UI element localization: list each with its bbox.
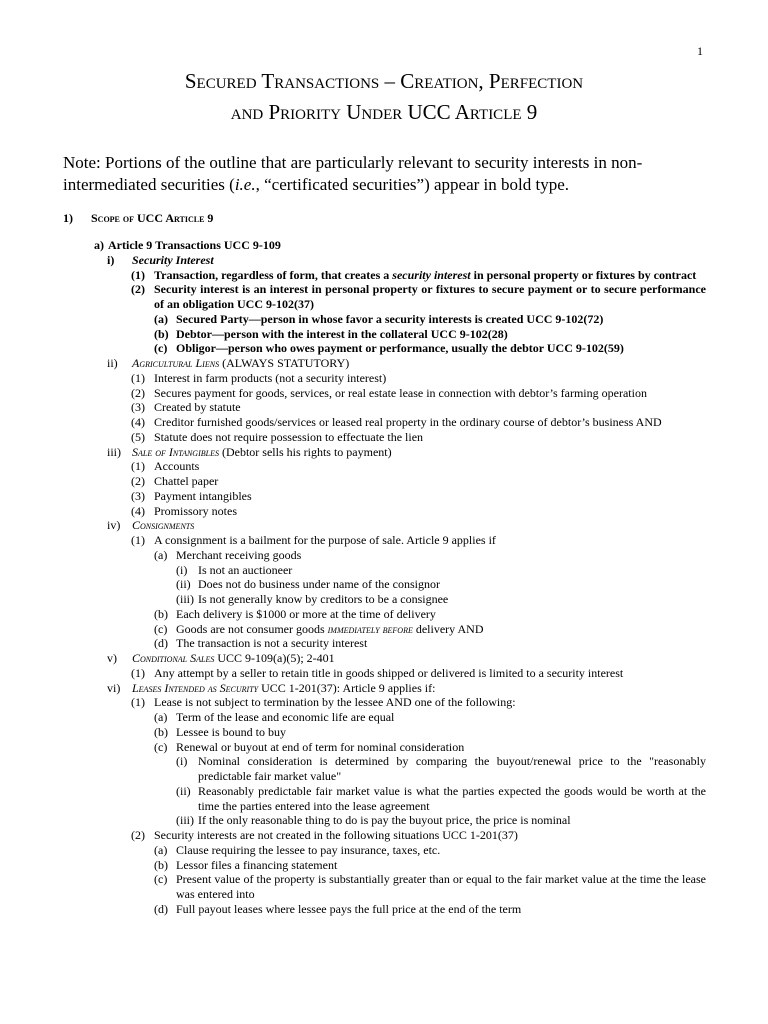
outline-text-segment: Secured Party—person in whose favor a security interests is created UCC 9-102(72) (176, 311, 604, 326)
outline-item (0, 784, 706, 814)
outline-item-marker: (ii) (176, 577, 191, 592)
outline-item (0, 459, 706, 474)
title-line-2: and Priority Under UCC Article 9 (230, 100, 538, 124)
outline-item-marker: (2) (131, 828, 145, 842)
outline-item-text (198, 784, 706, 814)
outline-item (0, 445, 706, 460)
outline-item-marker: (1) (131, 665, 145, 680)
title-line-1: Secured Transactions – Creation, Perfection (184, 69, 584, 93)
outline-item (0, 415, 706, 430)
outline-text-segment: If the only reasonable thing to do is pay the buyout price, the price is nominal (198, 813, 571, 828)
outline-item-marker: (b) (154, 724, 168, 739)
outline-item-marker: (b) (154, 606, 168, 621)
outline-item (0, 268, 706, 283)
note-paragraph (63, 152, 723, 196)
document-title (0, 66, 768, 128)
outline-item (0, 504, 706, 519)
outline-item-marker: (iii) (176, 592, 194, 606)
outline-item-marker: ii) (107, 356, 118, 370)
outline-item-text (154, 430, 706, 445)
outline-text-segment: security interest (392, 267, 471, 282)
outline-text-segment: Nominal consideration is determined by comparing the buyout/renewal price to the "reasonably predictable fair market value" (198, 754, 706, 783)
outline-item-text (198, 813, 706, 828)
outline-item-marker: (5) (131, 429, 145, 444)
outline-item-marker: (i) (176, 562, 188, 577)
outline-text-segment: Leases Intended as Security (132, 680, 259, 695)
outline-item-text (154, 828, 706, 843)
outline-item-text (132, 518, 706, 533)
outline-item-text (154, 666, 706, 681)
outline-text-segment: Clause requiring the lessee to pay insurance, taxes, etc. (176, 842, 441, 857)
outline-text-segment: Debtor—person with the interest in the collateral UCC 9-102(28) (176, 326, 508, 341)
page-number: 1 (697, 44, 703, 58)
outline-item (0, 622, 706, 637)
outline-item (0, 253, 706, 268)
outline-item-text (154, 386, 706, 401)
outline-item (0, 371, 706, 386)
outline-item-text (176, 858, 706, 873)
outline-text-segment: Created by statute (154, 400, 241, 415)
outline-text-segment: Lessor files a financing statement (176, 857, 338, 872)
outline-item-marker: (a) (154, 842, 168, 857)
outline-item-text (176, 327, 706, 342)
outline-item (0, 548, 706, 563)
outline-item-marker: (b) (154, 857, 168, 872)
outline-text-segment: Reasonably predictable fair market value is what the parties expected the goods would be worth at the time the parties entered into the lease agreement (198, 783, 706, 813)
section-marker: 1) (63, 211, 73, 225)
outline-item-text (154, 504, 706, 519)
outline-item (0, 430, 706, 445)
outline-item-marker: (a) (154, 547, 168, 562)
outline-item (0, 636, 706, 651)
note-ie: i.e. (234, 175, 256, 194)
outline-item (0, 607, 706, 622)
outline-item-text (154, 415, 706, 430)
outline-item-text (176, 607, 706, 622)
section-title: Scope of UCC Article 9 (91, 211, 214, 225)
outline-item (0, 282, 706, 312)
outline-text-segment: Promissory notes (154, 503, 238, 518)
outline-text-segment: Interest in farm products (not a security interest) (154, 370, 387, 385)
outline-item-text (132, 445, 706, 460)
outline-item-marker: v) (107, 651, 117, 665)
outline-text-segment: Chattel paper (154, 474, 219, 488)
outline-text-segment: Agricultural Liens (132, 356, 220, 370)
outline-item-text (154, 474, 706, 489)
outline-item-text (154, 533, 706, 548)
outline-item-marker: (4) (131, 503, 145, 518)
outline-item-marker: a) (94, 238, 104, 252)
outline-item (0, 695, 706, 710)
outline-text-segment: A consignment is a bailment for the purpose of sale. Article 9 applies if (154, 533, 496, 547)
outline-item (0, 356, 706, 371)
outline-item-text (154, 282, 706, 312)
outline-text-segment: delivery AND (412, 621, 484, 636)
outline-item-text (132, 651, 706, 666)
outline-text-segment: Lessee is bound to buy (176, 724, 286, 739)
outline-item (0, 518, 706, 533)
outline-item-text (108, 238, 706, 253)
outline-item (0, 858, 706, 873)
outline-item-marker: (a) (154, 710, 168, 724)
outline-list (0, 238, 768, 917)
outline-item-text (154, 695, 706, 710)
outline-text-segment: Security interest is an interest in personal property or fixtures to secure payment or to secure performance of an obligation UCC 9-102(37) (154, 282, 706, 311)
outline-text-segment: Is not an auctioneer (198, 562, 293, 577)
outline-item (0, 327, 706, 342)
outline-item-marker: (1) (131, 370, 145, 385)
outline-text-segment: UCC 1-201(37): Article 9 applies if: (258, 680, 436, 695)
outline-item-marker: (a) (154, 311, 168, 326)
outline-item (0, 341, 706, 356)
outline-item-marker: (c) (154, 341, 168, 356)
outline-item (0, 577, 706, 592)
outline-item-text (154, 489, 706, 504)
outline-text-segment: Any attempt by a seller to retain title in goods shipped or delivered is limited to a security interest (154, 665, 624, 680)
outline-item (0, 710, 706, 725)
outline-item (0, 681, 706, 696)
outline-text-segment: Accounts (154, 459, 200, 474)
outline-item-marker: iii) (107, 444, 121, 459)
outline-item-marker: (d) (154, 636, 168, 651)
outline-item-marker: (c) (154, 739, 168, 754)
outline-item-marker: (2) (131, 282, 145, 297)
outline-item-text (176, 740, 706, 755)
outline-item-text (154, 268, 706, 283)
outline-text-segment: Article 9 Transactions UCC 9-109 (108, 238, 281, 252)
outline-item-text (198, 592, 706, 607)
outline-item-text (176, 710, 706, 725)
section-heading (63, 211, 213, 226)
outline-item-marker: (c) (154, 621, 168, 636)
outline-item (0, 872, 706, 902)
outline-item-marker: (2) (131, 474, 145, 488)
outline-item-text (176, 902, 706, 917)
outline-item-text (154, 459, 706, 474)
outline-item (0, 474, 706, 489)
outline-item (0, 813, 706, 828)
note-text-2: , “certificated securities”) appear in bold type. (255, 175, 570, 194)
outline-text-segment: Transaction, regardless of form, that creates a (154, 267, 393, 282)
outline-item (0, 563, 706, 578)
outline-text-segment: The transaction is not a security interest (176, 636, 368, 651)
outline-item-text (198, 577, 706, 592)
outline-item (0, 666, 706, 681)
outline-item-marker: i) (107, 252, 115, 267)
outline-text-segment: Term of the lease and economic life are equal (176, 710, 395, 724)
outline-text-segment: Renewal or buyout at end of term for nominal consideration (176, 739, 465, 754)
outline-item (0, 489, 706, 504)
outline-item (0, 238, 706, 253)
outline-item-marker: vi) (107, 680, 121, 695)
outline-item-marker: (1) (131, 459, 145, 474)
outline-text-segment: Full payout leases where lessee pays the full price at the end of the term (176, 901, 522, 916)
outline-item-text (176, 312, 706, 327)
outline-text-segment: Lease is not subject to termination by the lessee AND one of the following: (154, 695, 516, 710)
note-text-1: Note: Portions of the outline that are particularly relevant to security interests in non-intermediated securities ( (63, 153, 643, 194)
outline-item-text (176, 872, 706, 902)
outline-item-marker: (3) (131, 488, 145, 503)
outline-item-marker: (iii) (176, 813, 194, 828)
outline-item-marker: (b) (154, 326, 169, 341)
outline-item-marker: (i) (176, 754, 188, 769)
outline-item-marker: (1) (131, 695, 145, 710)
outline-item (0, 754, 706, 784)
outline-item-text (132, 253, 706, 268)
outline-item-text (176, 622, 706, 637)
outline-item-text (132, 356, 706, 371)
outline-item-text (154, 400, 706, 415)
outline-text-segment: Sale of Intangibles (132, 444, 219, 459)
outline-text-segment: in personal property or fixtures by contract (470, 267, 697, 282)
outline-text-segment: Payment intangibles (154, 488, 252, 503)
outline-item-marker: (c) (154, 872, 168, 887)
outline-text-segment: Each delivery is $1000 or more at the time of delivery (176, 606, 436, 621)
outline-text-segment: Security interests are not created in the following situations UCC 1-201(37) (154, 828, 518, 842)
outline-text-segment: Conditional Sales (132, 651, 215, 665)
outline-item-marker: (ii) (176, 783, 191, 798)
outline-text-segment: Consignments (132, 518, 195, 533)
outline-text-segment: immediately before (327, 621, 413, 636)
outline-item (0, 592, 706, 607)
outline-item-marker: iv) (107, 518, 121, 533)
outline-text-segment: Is not generally know by creditors to be a consignee (198, 592, 449, 606)
outline-text-segment: Does not do business under name of the consignor (198, 577, 440, 592)
outline-text-segment: Present value of the property is substantially greater than or equal to the fair market value at the time the lease was entered into (176, 872, 706, 901)
outline-text-segment: Secures payment for goods, services, or real estate lease in connection with debtor’s farming operation (154, 385, 647, 400)
outline-text-segment: (Debtor sells his rights to payment) (218, 444, 392, 459)
outline-text-segment: UCC 9-109(a)(5); 2-401 (214, 651, 335, 665)
outline-item-text (132, 681, 706, 696)
outline-item (0, 740, 706, 755)
outline-item-text (154, 371, 706, 386)
outline-item (0, 533, 706, 548)
outline-text-segment: (ALWAYS STATUTORY) (219, 356, 350, 370)
outline-item-marker: (4) (131, 415, 145, 429)
outline-item-text (176, 725, 706, 740)
outline-item (0, 843, 706, 858)
outline-text-segment: Creditor furnished goods/services or leased real property in the ordinary course of debtor’s business AND (154, 415, 662, 429)
outline-item-text (198, 754, 706, 784)
outline-item (0, 725, 706, 740)
outline-item (0, 400, 706, 415)
outline-item (0, 312, 706, 327)
outline-text-segment: Goods are not consumer goods (176, 621, 328, 636)
outline-item-text (176, 548, 706, 563)
outline-text-segment: Statute does not require possession to effectuate the lien (154, 429, 424, 444)
outline-item (0, 828, 706, 843)
outline-item-marker: (1) (131, 533, 145, 547)
outline-item-text (176, 636, 706, 651)
outline-item (0, 902, 706, 917)
outline-text-segment: Merchant receiving goods (176, 547, 302, 562)
outline-item (0, 386, 706, 401)
outline-item-marker: (d) (154, 901, 168, 916)
outline-item (0, 651, 706, 666)
outline-item-marker: (2) (131, 385, 145, 400)
outline-text-segment: Obligor—person who owes payment or performance, usually the debtor UCC 9-102(59) (176, 341, 624, 356)
outline-item-marker: (3) (131, 400, 145, 415)
outline-item-marker: (1) (131, 267, 145, 282)
outline-item-text (176, 341, 706, 356)
outline-item-text (198, 563, 706, 578)
outline-text-segment: Security Interest (132, 252, 214, 267)
outline-item-text (176, 843, 706, 858)
